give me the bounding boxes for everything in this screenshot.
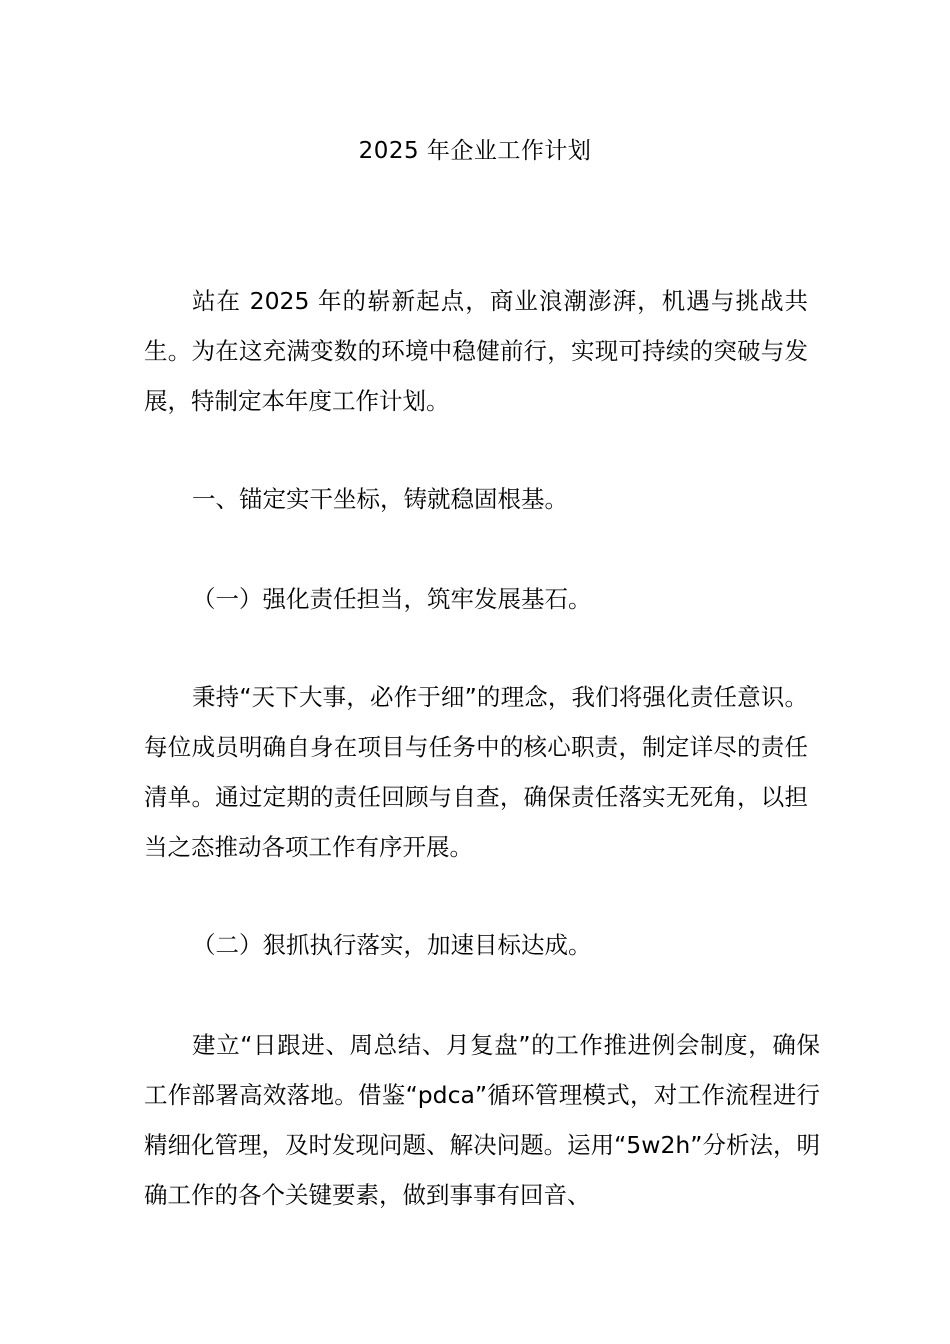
document-title: 2025 年企业工作计划 [358, 138, 592, 164]
section-heading-1: 一、锚定实干坐标，铸就稳固根基。 [192, 485, 568, 513]
subsection-body-2: 建立“日跟进、周总结、月复盘”的工作推进例会制度，确保工作部署高效落地。借鉴“pdca”循环管理模式，对工作流程进行精细化管理，及时发现问题、解决问题。运用“5w2h”分析法，明确工作的各个关键要素，做到事事有回音、 [144, 1031, 820, 1209]
intro-paragraph: 站在 2025 年的崭新起点，商业浪潮澎湃，机遇与挑战共生。为在这充满变数的环境中稳健前行，实现可持续的突破与发展，特制定本年度工作计划。 [144, 287, 808, 415]
subsection-body-1: 秉持“天下大事，必作于细”的理念，我们将强化责任意识。每位成员明确自身在项目与任务中的核心职责，制定详尽的责任清单。通过定期的责任回顾与自查，确保责任落实无死角，以担当之态推动各项工作有序开展。 [144, 683, 808, 861]
subsection-heading-1: （一）强化责任担当，筑牢发展基石。 [192, 585, 592, 613]
subsection-heading-2: （二）狠抓执行落实，加速目标达成。 [192, 931, 592, 959]
